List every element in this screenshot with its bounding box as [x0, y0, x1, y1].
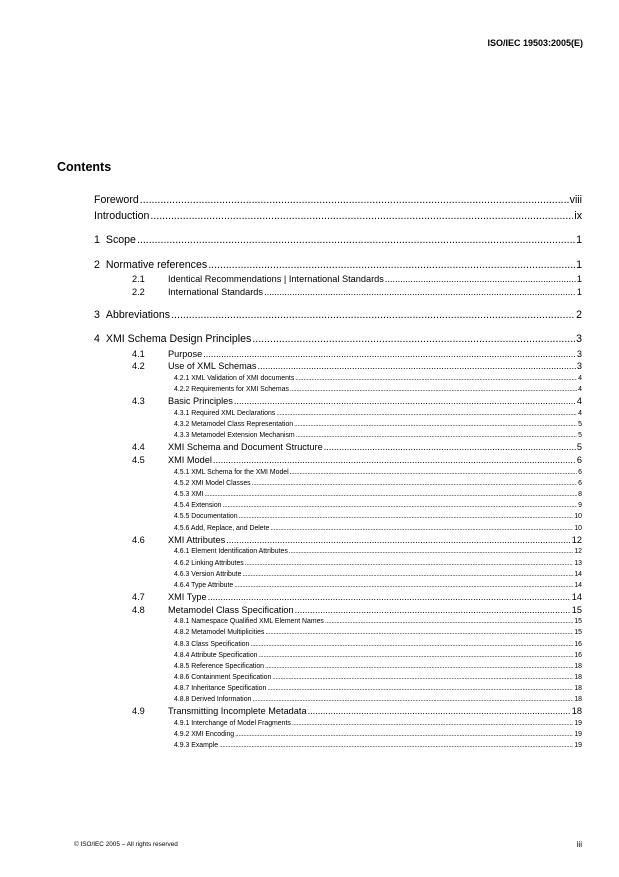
page-title: Contents — [57, 160, 112, 174]
toc-entry-page: 15 — [571, 604, 582, 615]
toc-entry-title: XMI Type — [168, 591, 207, 602]
toc-entry-title: 4.5.3 XMI — [174, 491, 204, 499]
toc-entry-page: 10 — [574, 524, 582, 532]
toc-dot-leader — [296, 430, 578, 441]
toc-entry[interactable] — [94, 569, 582, 580]
toc-dot-leader — [292, 718, 574, 729]
toc-dot-leader — [276, 408, 577, 419]
toc-dot-leader — [223, 500, 578, 511]
toc-entry-page: 6 — [578, 469, 582, 477]
toc-entry-number: 4.3 — [132, 396, 145, 407]
toc-entry-title: 4.5.4 Extension — [174, 502, 222, 510]
toc-dot-leader — [265, 661, 573, 672]
toc-entry-page: 14 — [571, 591, 582, 602]
toc-entry[interactable] — [94, 384, 582, 395]
toc-dot-leader — [219, 740, 573, 751]
toc-entry[interactable] — [94, 718, 582, 729]
toc-entry[interactable] — [94, 209, 582, 225]
toc-entry-page: 6 — [576, 455, 582, 466]
toc-entry[interactable] — [94, 373, 582, 384]
toc-entry[interactable] — [94, 408, 582, 419]
toc-entry-page: 18 — [574, 673, 582, 681]
toc-entry-page: 10 — [574, 513, 582, 521]
toc-entry-page: 15 — [574, 629, 582, 637]
toc-entry[interactable] — [94, 672, 582, 683]
toc-dot-leader — [259, 650, 574, 661]
toc-entry-number: 4.8 — [132, 604, 145, 615]
toc-dot-leader — [267, 683, 573, 694]
toc-dot-leader — [295, 604, 571, 617]
toc-entry-page: 16 — [574, 640, 582, 648]
toc-entry[interactable] — [94, 286, 582, 299]
toc-dot-leader — [239, 511, 574, 522]
toc-entry-number: 4.9 — [132, 706, 145, 717]
toc-entry-page: 18 — [571, 706, 582, 717]
toc-dot-leader — [258, 360, 576, 373]
toc-dot-leader — [250, 639, 573, 650]
toc-entry-page: 6 — [578, 480, 582, 488]
toc-entry-page: 5 — [578, 421, 582, 429]
toc-dot-leader — [308, 705, 571, 718]
toc-entry[interactable] — [94, 683, 582, 694]
toc-entry-page: 19 — [574, 719, 582, 727]
toc-entry[interactable] — [94, 546, 582, 557]
toc-dot-leader — [265, 627, 573, 638]
toc-entry[interactable] — [94, 705, 582, 718]
toc-entry-title: 4.6.4 Type Attribute — [174, 581, 234, 589]
toc-entry-page: 3 — [576, 348, 582, 359]
toc-dot-leader — [235, 729, 573, 740]
toc-entry-title: Introduction — [94, 209, 150, 222]
toc-entry-page: 4 — [578, 375, 582, 383]
toc-entry[interactable] — [94, 740, 582, 751]
toc-entry-title: 4.6.2 Linking Attributes — [174, 559, 244, 567]
toc-entry-title: Purpose — [168, 348, 203, 359]
toc-entry-title: Normative references — [105, 258, 208, 271]
toc-dot-leader — [137, 233, 575, 249]
toc-entry-title: XMI Attributes — [168, 534, 226, 545]
toc-entry[interactable] — [94, 395, 582, 408]
toc-entry-title: 4.8.5 Reference Specification — [174, 662, 265, 670]
toc-entry[interactable] — [94, 616, 582, 627]
toc-dot-leader — [208, 258, 575, 274]
toc-entry-page: 15 — [574, 618, 582, 626]
toc-entry-page: 8 — [578, 491, 582, 499]
toc-entry-page: 19 — [574, 742, 582, 750]
toc-entry-title: 4.8.8 Derived Information — [174, 696, 252, 704]
toc-dot-leader — [234, 580, 573, 591]
toc-entry-page: 18 — [574, 662, 582, 670]
toc-entry-page: 14 — [574, 570, 582, 578]
toc-dot-leader — [208, 591, 571, 604]
toc-entry-title: 4.5.5 Documentation — [174, 513, 238, 521]
document-id-header: ISO/IEC 19503:2005(E) — [487, 38, 583, 48]
toc-entry-title: 4.6.3 Version Attribute — [174, 570, 242, 578]
toc-entry[interactable] — [94, 604, 582, 617]
toc-entry-title: 4.8.6 Containment Specification — [174, 673, 272, 681]
toc-entry[interactable] — [94, 233, 582, 249]
toc-entry-title: Metamodel Class Specification — [168, 604, 294, 615]
toc-dot-leader — [245, 558, 574, 569]
toc-dot-leader — [289, 546, 574, 557]
toc-entry[interactable] — [94, 441, 582, 454]
toc-entry-page: 9 — [578, 502, 582, 510]
toc-entry[interactable] — [94, 419, 582, 430]
toc-entry-page: 18 — [574, 696, 582, 704]
toc-dot-leader — [150, 209, 573, 225]
toc-entry[interactable] — [94, 478, 582, 489]
toc-entry-page: 4 — [576, 396, 582, 407]
toc-entry[interactable] — [94, 694, 582, 705]
toc-dot-leader — [140, 193, 569, 209]
toc-entry-number: 4.4 — [132, 442, 145, 453]
toc-dot-leader — [325, 616, 573, 627]
toc-entry-page: viii — [569, 194, 582, 206]
toc-entry[interactable] — [94, 332, 582, 348]
toc-dot-leader — [226, 534, 571, 547]
toc-entry-title: 4.9.2 XMI Encoding — [174, 731, 235, 739]
toc-dot-leader — [252, 478, 578, 489]
toc-entry-page: 12 — [574, 548, 582, 556]
toc-entry-number: 4.7 — [132, 591, 145, 602]
toc-entry-title: 4.3.2 Metamodel Class Representation — [174, 421, 294, 429]
toc-dot-leader — [264, 286, 576, 299]
toc-entry-title: 4.6.1 Element Identification Attributes — [174, 548, 288, 556]
toc-entry-title: 4.2.1 XML Validation of XMI documents — [174, 375, 295, 383]
toc-entry-title: 4.5.6 Add, Replace, and Delete — [174, 524, 270, 532]
toc-entry-title: 4.8.4 Attribute Specification — [174, 651, 258, 659]
toc-entry[interactable] — [94, 454, 582, 467]
toc-dot-leader — [203, 348, 576, 361]
toc-entry[interactable] — [94, 273, 582, 286]
toc-dot-leader — [295, 373, 577, 384]
toc-entry-number: 2 — [94, 258, 100, 271]
toc-entry-page: 1 — [576, 286, 582, 297]
toc-entry-page: 5 — [578, 432, 582, 440]
toc-entry[interactable] — [94, 580, 582, 591]
toc-entry-title: Foreword — [94, 194, 139, 206]
toc-entry[interactable] — [94, 534, 582, 547]
toc-dot-leader — [242, 569, 573, 580]
toc-entry-page: 12 — [571, 534, 582, 545]
toc-entry-title: 4.8.1 Namespace Qualified XML Element Names — [174, 618, 324, 626]
toc-entry-title: Use of XML Schemas — [168, 361, 257, 372]
toc-entry-page: ix — [574, 209, 582, 222]
toc-entry-title: Scope — [105, 234, 136, 246]
toc-dot-leader — [252, 332, 575, 348]
toc-entry[interactable] — [94, 308, 582, 324]
toc-dot-leader — [290, 467, 578, 478]
toc-entry[interactable] — [94, 650, 582, 661]
toc-entry-number: 4 — [94, 333, 100, 346]
toc-entry-title: Basic Principles — [168, 396, 233, 407]
toc-entry-page: 4 — [578, 410, 582, 418]
toc-entry-title: XMI Schema Design Principles — [105, 333, 252, 346]
toc-dot-leader — [205, 489, 578, 500]
toc-dot-leader — [252, 694, 573, 705]
toc-entry-title: 4.8.7 Inheritance Specification — [174, 684, 267, 692]
toc-entry-number: 1 — [94, 234, 100, 246]
toc-entry-title: Transmitting Incomplete Metadata — [168, 706, 307, 717]
toc-entry-title: 4.5.1 XML Schema for the XMI Model — [174, 469, 289, 477]
toc-dot-leader — [324, 441, 576, 454]
toc-entry[interactable] — [94, 467, 582, 478]
toc-entry-page: 16 — [574, 651, 582, 659]
toc-entry[interactable] — [94, 348, 582, 361]
toc-entry-page: 5 — [576, 442, 582, 453]
toc-entry-title: 4.3.1 Required XML Declarations — [174, 410, 276, 418]
toc-entry-title: XMI Model — [168, 455, 212, 466]
toc-entry-title: Identical Recommendations | International Standards — [168, 274, 384, 284]
toc-entry[interactable] — [94, 500, 582, 511]
toc-entry-title: International Standards — [168, 286, 264, 297]
toc-dot-leader — [385, 273, 576, 286]
toc-entry[interactable] — [94, 430, 582, 441]
table-of-contents — [94, 193, 582, 751]
toc-dot-leader — [272, 672, 573, 683]
toc-entry-title: Abbreviations — [105, 308, 171, 321]
toc-entry-number: 4.5 — [132, 455, 145, 466]
toc-entry-page: 13 — [574, 559, 582, 567]
toc-entry[interactable] — [94, 729, 582, 740]
toc-entry-page: 2 — [576, 308, 582, 321]
toc-entry-title: 4.3.3 Metamodel Extension Mechanism — [174, 432, 295, 440]
toc-entry-number: 4.2 — [132, 361, 145, 372]
toc-entry-title: XMI Schema and Document Structure — [168, 442, 323, 453]
toc-entry[interactable] — [94, 591, 582, 604]
toc-entry-number: 4.1 — [132, 348, 145, 359]
toc-dot-leader — [171, 308, 575, 324]
toc-entry[interactable] — [94, 360, 582, 373]
toc-entry-title: 4.9.3 Example — [174, 742, 219, 750]
toc-entry-number: 2.1 — [132, 274, 145, 284]
toc-entry-page: 1 — [576, 274, 582, 284]
toc-entry-title: 4.5.2 XMI Model Classes — [174, 480, 251, 488]
toc-entry-page: 18 — [574, 684, 582, 692]
toc-dot-leader — [234, 395, 576, 408]
toc-entry[interactable] — [94, 661, 582, 672]
toc-entry-number: 4.6 — [132, 534, 145, 545]
toc-entry[interactable] — [94, 639, 582, 650]
toc-entry-page: 4 — [578, 386, 582, 394]
toc-dot-leader — [290, 384, 577, 395]
toc-entry-page: 19 — [574, 731, 582, 739]
toc-entry-number: 2.2 — [132, 286, 145, 297]
toc-entry-page: 1 — [576, 258, 582, 271]
copyright-footer: © ISO/IEC 2005 – All rights reserved — [74, 841, 178, 848]
toc-entry-title: 4.8.3 Class Specification — [174, 640, 250, 648]
toc-entry-page: 14 — [574, 581, 582, 589]
toc-entry-number: 3 — [94, 308, 100, 321]
toc-entry[interactable] — [94, 511, 582, 522]
toc-entry[interactable] — [94, 193, 582, 209]
toc-dot-leader — [294, 419, 577, 430]
toc-entry-page: 1 — [576, 234, 582, 246]
toc-dot-leader — [270, 523, 573, 534]
toc-dot-leader — [213, 454, 576, 467]
toc-entry[interactable] — [94, 558, 582, 569]
toc-entry-page: 3 — [576, 361, 582, 372]
toc-entry-title: 4.9.1 Interchange of Model Fragments — [174, 719, 291, 727]
toc-entry-title: 4.8.2 Metamodel Multiplicities — [174, 629, 265, 637]
toc-entry[interactable] — [94, 258, 582, 274]
toc-entry-title: 4.2.2 Requirements for XMI Schemas — [174, 386, 289, 394]
toc-entry[interactable] — [94, 627, 582, 638]
toc-entry[interactable] — [94, 489, 582, 500]
toc-entry[interactable] — [94, 523, 582, 534]
toc-entry-page: 3 — [576, 333, 582, 346]
page-number: iii — [576, 840, 582, 849]
